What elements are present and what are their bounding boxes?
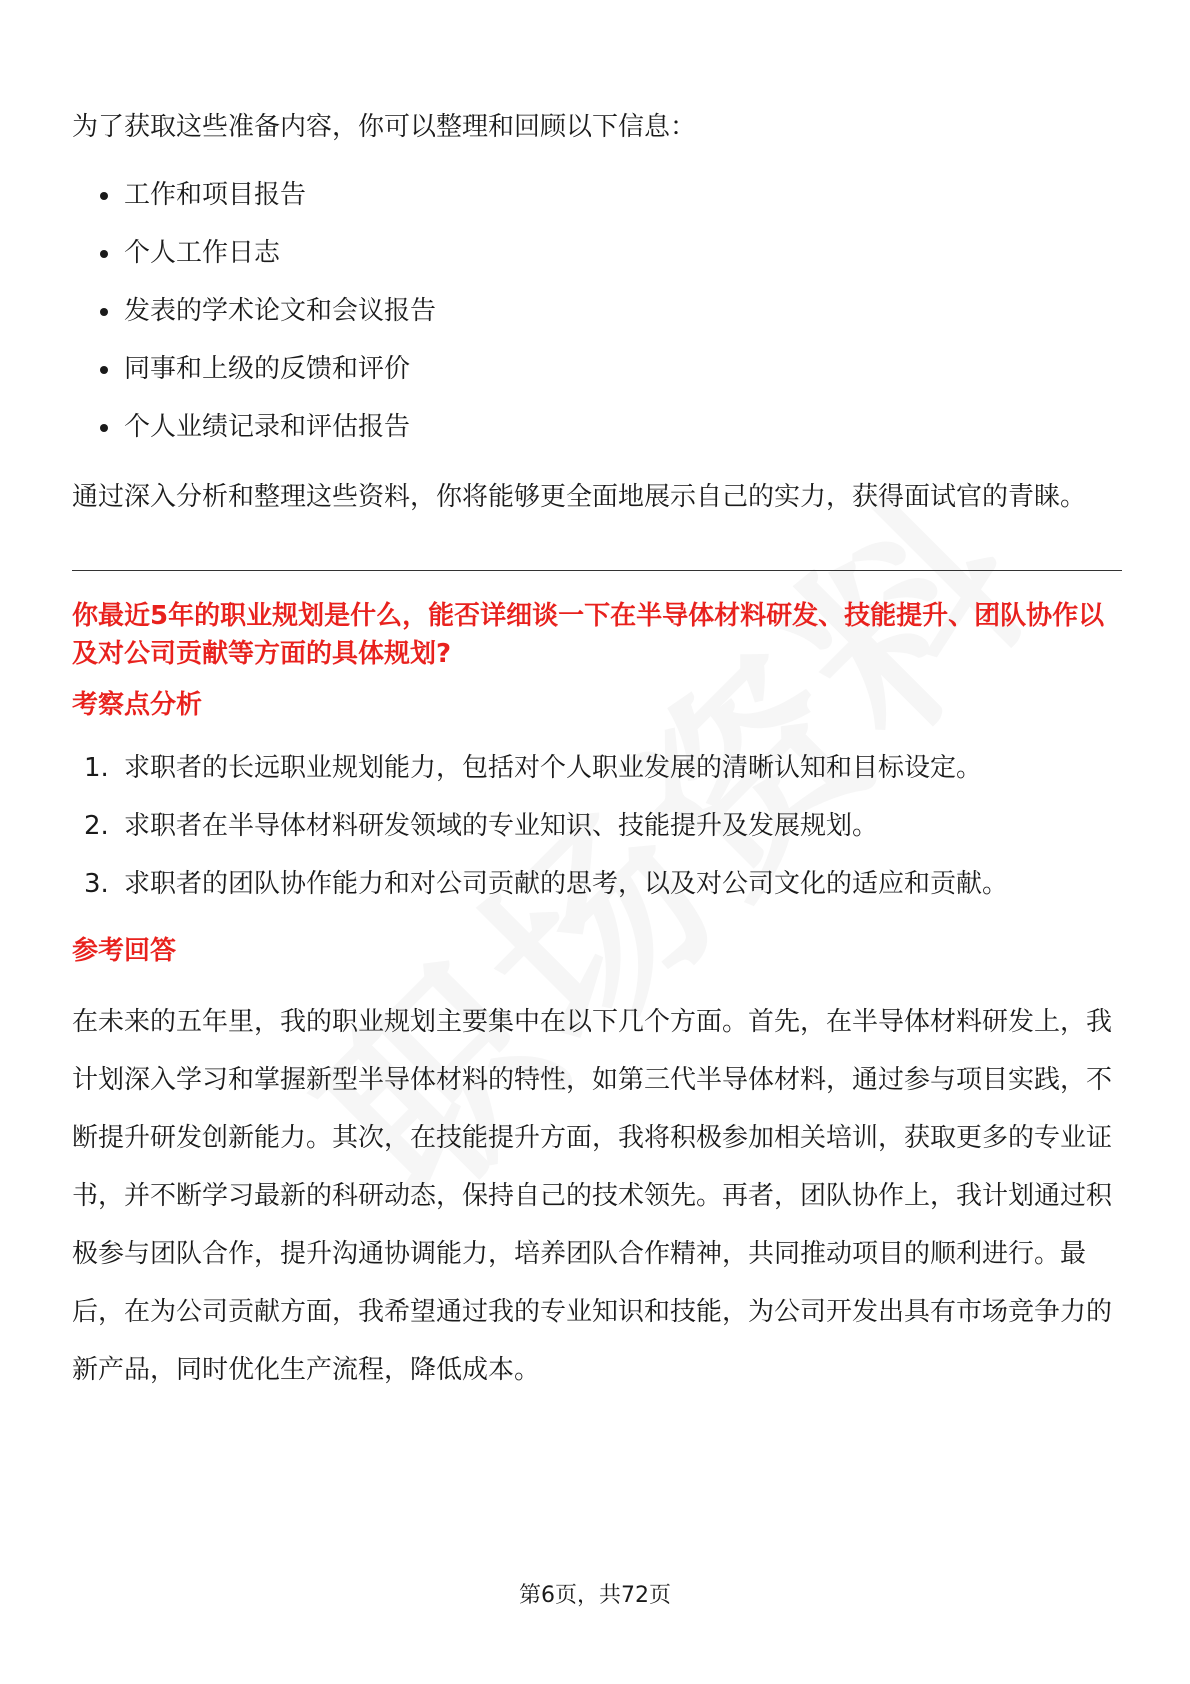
section-divider xyxy=(72,570,1122,571)
analysis-title: 考察点分析 xyxy=(72,690,203,720)
list-item xyxy=(72,398,1122,456)
list-number: 2. xyxy=(84,811,109,841)
list-item xyxy=(72,166,1122,224)
list-item xyxy=(72,739,1122,797)
list-item xyxy=(72,797,1122,855)
list-item-text: 求职者在半导体材料研发领域的专业知识、技能提升及发展规划。 xyxy=(124,811,879,841)
analysis-points xyxy=(72,739,1122,913)
list-number: 1. xyxy=(84,753,109,783)
list-item xyxy=(72,282,1122,340)
list-item xyxy=(72,340,1122,398)
bullet-icon xyxy=(100,366,108,374)
page-number-footer: 第6页，共72页 xyxy=(519,1583,671,1608)
reference-answer: 在未来的五年里，我的职业规划主要集中在以下几个方面。首先，在半导体材料研发上，我计划深入学习和掌握新型半导体材料的特性，如第三代半导体材料，通过参与项目实践，不断提升研发创新能力。其次，在技能提升方面，我将积极参加相关培训，获取更多的专业证书，并不断学习最新的科研动态，保持自己的技术领先。再者，团队协作上，我计划通过积极参与团队合作，提升沟通协调能力，培养团队合作精神，共同推动项目的顺利进行。最后，在为公司贡献方面，我希望通过我的专业知识和技能，为公司开发出具有市场竞争力的新产品，同时优化生产流程，降低成本。 xyxy=(72,1007,1113,1385)
list-item xyxy=(72,224,1122,282)
bullet-icon xyxy=(100,424,108,432)
page-content xyxy=(72,98,1122,1399)
list-item-text: 个人工作日志 xyxy=(124,238,281,268)
bullet-icon xyxy=(100,250,108,258)
list-item xyxy=(72,855,1122,913)
list-item-text: 发表的学术论文和会议报告 xyxy=(124,296,437,326)
list-item-text: 个人业绩记录和评估报告 xyxy=(124,412,411,442)
bullet-icon xyxy=(100,308,108,316)
list-item-text: 求职者的团队协作能力和对公司贡献的思考，以及对公司文化的适应和贡献。 xyxy=(124,869,1009,899)
list-item-text: 同事和上级的反馈和评价 xyxy=(124,354,411,384)
question-heading: 你最近5年的职业规划是什么，能否详细谈一下在半导体材料研发、技能提升、团队协作以及对公司贡献等方面的具体规划? xyxy=(72,601,1105,669)
intro-paragraph: 为了获取这些准备内容，你可以整理和回顾以下信息： xyxy=(72,112,697,142)
reference-title: 参考回答 xyxy=(72,936,177,966)
materials-list xyxy=(72,166,1122,456)
list-item-text: 工作和项目报告 xyxy=(124,180,307,210)
summary-paragraph: 通过深入分析和整理这些资料，你将能够更全面地展示自己的实力，获得面试官的青睐。 xyxy=(72,482,1087,512)
list-number: 3. xyxy=(84,869,109,899)
bullet-icon xyxy=(100,192,108,200)
list-item-text: 求职者的长远职业规划能力，包括对个人职业发展的清晰认知和目标设定。 xyxy=(124,753,983,783)
